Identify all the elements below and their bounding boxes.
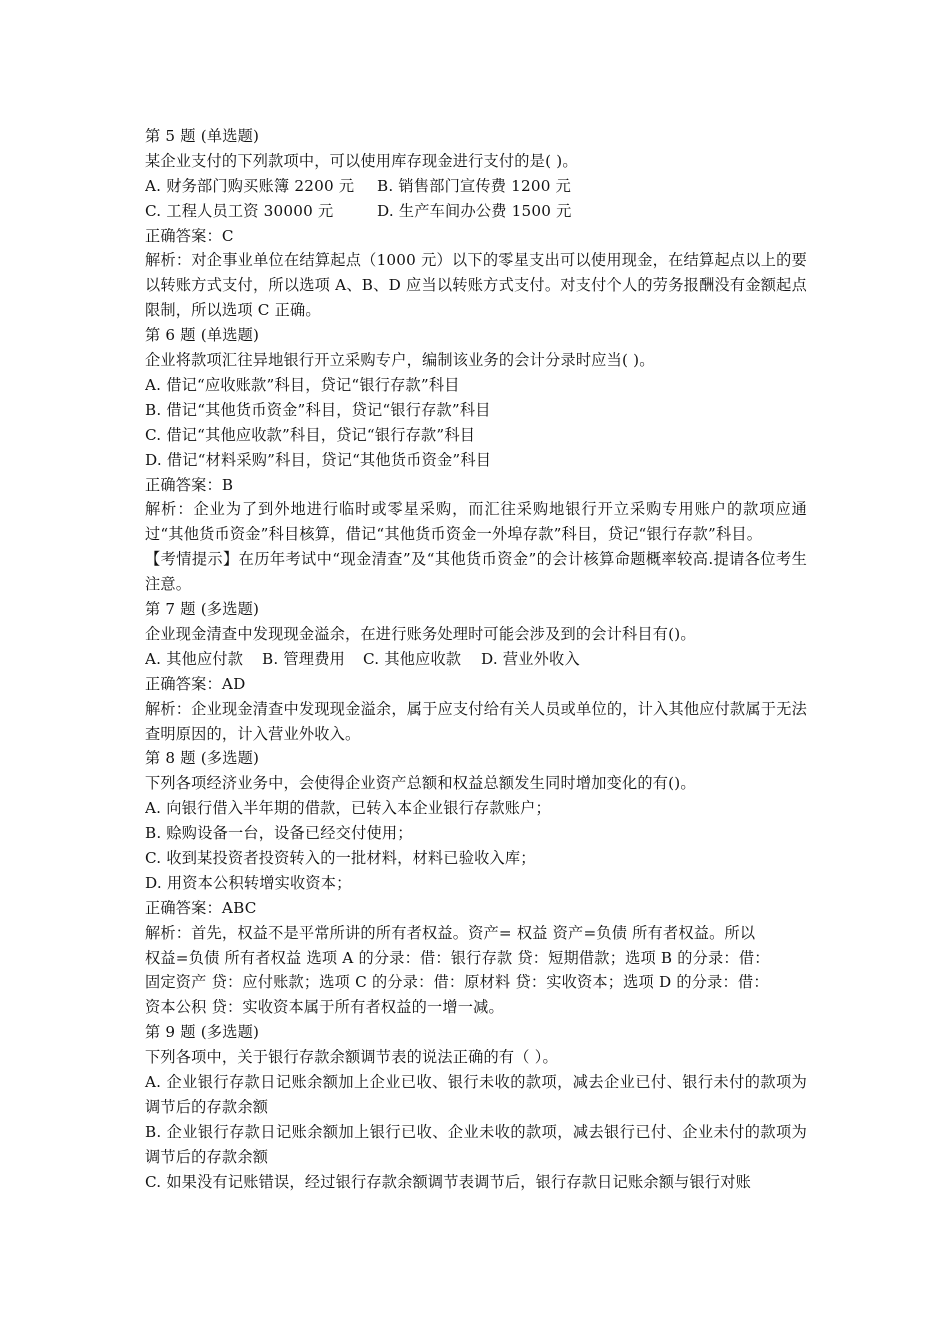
q9-stem: 下列各项中，关于银行存款余额调节表的说法正确的有（ ）。 [145,1048,558,1067]
q6-option-b: B. 借记“其他货币资金”科目，贷记“银行存款”科目 [145,400,491,419]
q6-answer: 正确答案：B [145,475,234,494]
q9-option-a: A. 企业银行存款日记账余额加上企业已收、银行未收的款项，减去企业已付、银行未付的款项为调节后的存款余额 [145,1072,807,1116]
q6-option-c: C. 借记“其他应收款”科目，贷记“银行存款”科目 [145,425,476,444]
q8-option-d: D. 用资本公积转增实收资本； [145,873,352,892]
q5-option-d: D. 生产车间办公费 1500 元 [377,201,572,220]
q8-option-c: C. 收到某投资者投资转入的一批材料，材料已验收入库； [145,848,536,867]
q9-heading: 第 9 题 (多选题) [145,1023,260,1042]
q7-options-row [145,647,807,672]
q6-option-a: A. 借记“应收账款”科目，贷记“银行存款”科目 [145,375,460,394]
q8-heading: 第 8 题 (多选题) [145,749,260,768]
q9-option-b: B. 企业银行存款日记账余额加上银行已收、企业未收的款项，减去银行已付、企业未付的款项为调节后的存款余额 [145,1122,807,1166]
q7-heading: 第 7 题 (多选题) [145,600,260,619]
q5-answer: 正确答案：C [145,226,234,245]
q7-analysis: 解析：企业现金清查中发现现金溢余，属于应支付给有关人员或单位的，计入其他应付款属于无法查明原因的，计入营业外收入。 [145,699,807,743]
q7-option-a: A. 其他应付款 [145,649,244,668]
q6-option-d: D. 借记“材料采购”科目，贷记“其他货币资金”科目 [145,450,492,469]
q8-option-b: B. 赊购设备一台，设备已经交付使用； [145,824,413,843]
q5-option-c: C. 工程人员工资 30000 元 [145,201,334,220]
document-page [145,124,807,1195]
q5-heading: 第 5 题 (单选题) [145,127,260,145]
q5-options-row-2 [145,199,807,224]
q7-stem: 企业现金清查中发现现金溢余，在进行账务处理时可能会涉及到的会计科目有()。 [145,624,696,643]
q5-stem: 某企业支付的下列款项中，可以使用库存现金进行支付的是( )。 [145,151,578,170]
q7-option-b: B. 管理费用 [262,649,345,668]
q8-analysis-line-3: 固定资产 贷：应付账款；选项 C 的分录：借：原材料 贷：实收资本；选项 D 的分录：借： [145,973,769,992]
q6-heading: 第 6 题 (单选题) [145,326,260,345]
q5-option-b: B. 销售部门宣传费 1200 元 [377,176,572,195]
q5-option-a: A. 财务部门购买账簿 2200 元 [145,176,355,195]
q7-option-c: C. 其他应收款 [363,649,462,668]
q7-answer: 正确答案：AD [145,674,246,693]
q7-option-d: D. 营业外收入 [481,649,580,668]
q6-stem: 企业将款项汇往异地银行开立采购专户，编制该业务的会计分录时应当( )。 [145,351,655,370]
q5-options-row-1 [145,174,807,199]
q8-answer: 正确答案：ABC [145,898,257,917]
q8-option-a: A. 向银行借入半年期的借款，已转入本企业银行存款账户； [145,799,551,818]
q8-analysis-line-4: 资本公积 贷：实收资本属于所有者权益的一增一减。 [145,998,504,1017]
q5-analysis: 解析：对企事业单位在结算起点（1000 元）以下的零星支出可以使用现金，在结算起点以上的要以转账方式支付，所以选项 A、B、D 应当以转账方式支付。对支付个人的劳务报酬没有金额起点限制，所以选项 C 正确。 [145,251,807,320]
q8-analysis-line-2: 权益=负债 所有者权益 选项 A 的分录：借：银行存款 贷：短期借款；选项 B 的分录：借： [145,948,770,967]
q8-stem: 下列各项经济业务中，会使得企业资产总额和权益总额发生同时增加变化的有()。 [145,774,696,793]
q8-analysis-line-1: 解析：首先，权益不是平常所讲的所有者权益。资产= 权益 资产=负债 所有者权益。所以 [145,923,756,942]
q6-analysis: 解析：企业为了到外地进行临时或零星采购，而汇往采购地银行开立采购专用账户的款项应通过“其他货币资金”科目核算，借记“其他货币资金一外埠存款”科目，贷记“银行存款”科目。 [145,500,807,544]
q6-exam-tip: 【考情提示】在历年考试中“现金清查”及“其他货币资金”的会计核算命题概率较高.提请各位考生注意。 [145,550,807,594]
q9-option-c: C. 如果没有记账错误，经过银行存款余额调节表调节后，银行存款日记账余额与银行对账 [145,1172,752,1191]
